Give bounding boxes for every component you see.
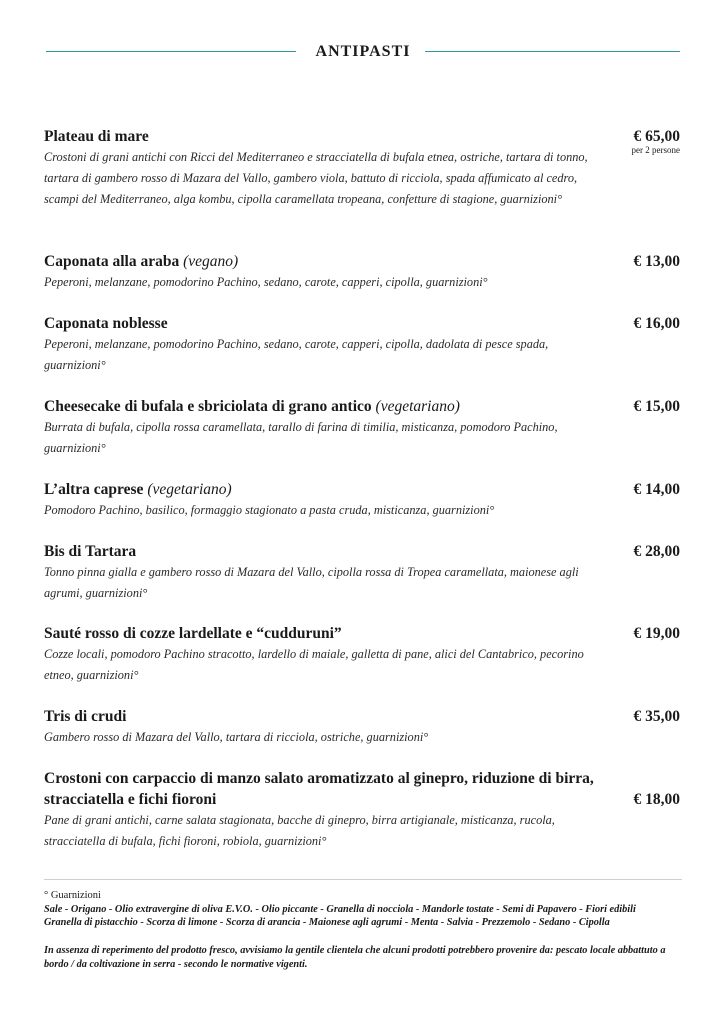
dish-price: € 65,00 xyxy=(633,128,680,145)
dish-description: Peperoni, melanzane, pomodorino Pachino, sedano, carote, capperi, cipolla, guarnizioni° xyxy=(44,275,488,289)
footer-divider xyxy=(44,879,682,880)
dish-tag: (vegano) xyxy=(183,253,239,270)
dish-name: Caponata noblesse xyxy=(44,315,168,332)
section-title: ANTIPASTI xyxy=(315,43,411,60)
dish-price: € 13,00 xyxy=(633,253,680,270)
dish-name: Caponata alla araba (vegano) xyxy=(44,253,239,270)
garnish-notes xyxy=(44,889,684,930)
dish-description: Gambero rosso di Mazara del Vallo, tartara di ricciola, ostriche, guarnizioni° xyxy=(44,730,429,744)
menu-item xyxy=(44,623,682,686)
menu-item xyxy=(44,768,682,852)
menu-item xyxy=(44,396,682,459)
dish-name: Bis di Tartara xyxy=(44,543,137,560)
menu-item xyxy=(44,479,682,521)
garnish-label: ° Guarnizioni xyxy=(44,890,101,901)
garnish-list-line-2: Granella di pistacchio - Scorza di limone - Scorza di arancia - Maionese agli agrumi - Menta - Salvia - Prezzemolo - Sedano - Cipolla xyxy=(44,917,610,928)
dish-name: Cheesecake di bufala e sbriciolata di grano antico (vegetariano) xyxy=(44,398,460,415)
dish-tag: (vegetariano) xyxy=(375,398,460,415)
dish-description: Burrata di bufala, cipolla rossa caramellata, tarallo di farina di timilia, misticanza, pomodoro Pachino, guarnizioni° xyxy=(44,420,558,455)
disclaimer xyxy=(44,944,684,971)
header-rule-right xyxy=(425,51,680,52)
dish-tag: (vegetariano) xyxy=(147,481,232,498)
dish-name: Sauté rosso di cozze lardellate e “cudduruni” xyxy=(44,625,342,642)
dish-price: € 18,00 xyxy=(633,791,680,808)
dish-description: Pane di grani antichi, carne salata stagionata, bacche di ginepro, birra artigianale, misticanza, rucola, stracciatella di bufala, fichi fioroni, robiola, guarnizioni° xyxy=(44,813,555,848)
price-note: per 2 persone xyxy=(631,145,680,155)
dish-price: € 16,00 xyxy=(633,315,680,332)
menu-item xyxy=(44,541,682,604)
dish-price: € 15,00 xyxy=(633,398,680,415)
dish-description: Pomodoro Pachino, basilico, formaggio stagionato a pasta cruda, misticanza, guarnizioni° xyxy=(44,503,495,517)
dish-price: € 28,00 xyxy=(633,543,680,560)
dish-description: Crostoni di grani antichi con Ricci del Mediterraneo e stracciatella di bufala etnea, ostriche, tartara di tonno, tartara di gambero rosso di Mazara del Vallo, gambero viola, battuto di ricciola, spada affumicato al cedro, scampi del Mediterraneo, alga kombu, cipolla caramellata tropeana, confetture di stagione, guarnizioni° xyxy=(44,150,588,206)
dish-name: Plateau di mare xyxy=(44,128,149,145)
dish-name: L’altra caprese (vegetariano) xyxy=(44,481,232,498)
dish-price: € 19,00 xyxy=(633,625,680,642)
dish-description: Peperoni, melanzane, pomodorino Pachino, sedano, carote, capperi, cipolla, dadolata di pesce spada, guarnizioni° xyxy=(44,337,549,372)
dish-name: Tris di crudi xyxy=(44,708,127,725)
dish-price: € 35,00 xyxy=(633,708,680,725)
menu-item xyxy=(44,251,682,293)
menu-item xyxy=(44,706,682,748)
disclaimer-text: In assenza di reperimento del prodotto fresco, avvisiamo la gentile clientela che alcuni prodotti potrebbero provenire da: pescato locale abbattuto a bordo / da coltivazione in serra - secondo le normative vigenti. xyxy=(44,945,666,970)
menu-item xyxy=(44,126,682,210)
dish-description: Tonno pinna gialla e gambero rosso di Mazara del Vallo, cipolla rossa di Tropea caramellata, maionese agli agrumi, guarnizioni° xyxy=(44,565,579,600)
garnish-list-line-1: Sale - Origano - Olio extravergine di oliva E.V.O. - Olio piccante - Granella di nocciola - Mandorle tostate - Semi di Papavero - Fiori edibili xyxy=(44,903,636,915)
menu-item xyxy=(44,313,682,376)
dish-price: € 14,00 xyxy=(633,481,680,498)
dish-description: Cozze locali, pomodoro Pachino stracotto, lardello di maiale, galletta di pane, alici del Cantabrico, pecorino etneo, guarnizioni° xyxy=(44,647,584,682)
dish-name: Crostoni con carpaccio di manzo salato aromatizzato al ginepro, riduzione di birra, stracciatella e fichi fioroni xyxy=(44,770,594,808)
section-header xyxy=(46,40,680,64)
